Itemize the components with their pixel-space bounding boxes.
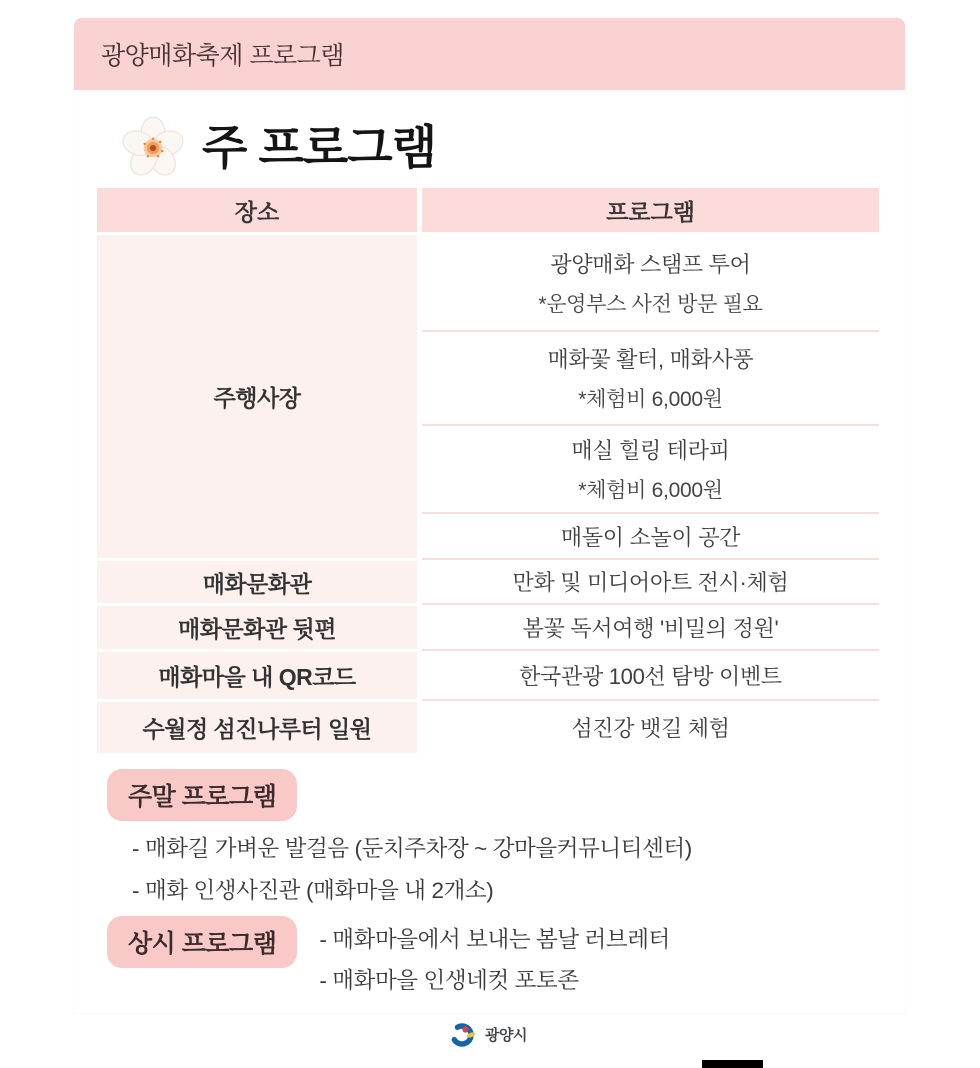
page-title: 주 프로그램	[202, 120, 437, 174]
table-header-program: 프로그램	[422, 188, 879, 232]
weekend-program-label: 주말 프로그램	[107, 769, 297, 821]
table-cell-location-qr-code: 매화마을 내 QR코드	[97, 649, 417, 699]
always-program-item: - 매화마을 인생네컷 포토존	[319, 968, 579, 993]
always-program-label: 상시 프로그램	[107, 916, 297, 968]
always-program-item: - 매화마을에서 보내는 봄날 러브레터	[319, 927, 670, 952]
program-note: *운영부스 사전 방문 필요	[538, 292, 763, 316]
table-cell-program-stamp-tour	[422, 232, 879, 330]
table-cell-location-ferry-area: 수월정 섬진나루터 일원	[97, 699, 417, 753]
table-cell-program-healing-therapy	[422, 424, 879, 512]
city-logo	[448, 1019, 527, 1049]
weekend-program-item: - 매화 인생사진관 (매화마을 내 2개소)	[132, 878, 494, 903]
program-card	[74, 18, 905, 1013]
bottom-black-bar	[702, 1060, 763, 1068]
table-cell-program-archery	[422, 330, 879, 424]
table-cell-location-culture-hall-rear: 매화문화관 뒷편	[97, 603, 417, 649]
table-cell-program-korea-tour-100: 한국관광 100선 탐방 이벤트	[422, 649, 879, 699]
program-table	[97, 188, 879, 753]
table-cell-program-play-space	[422, 512, 879, 558]
always-program-list	[319, 916, 670, 1001]
table-cell-program-secret-garden: 봄꽃 독서여행 '비밀의 정원'	[422, 603, 879, 649]
main-title-row	[120, 108, 436, 186]
weekend-program-list	[132, 828, 692, 912]
table-cell-program-boat-ride: 섬진강 뱃길 체험	[422, 699, 879, 753]
program-name: 매돌이 소놀이 공간	[560, 524, 741, 550]
table-cell-location-main-venue: 주행사장	[97, 232, 417, 558]
plum-blossom-icon	[120, 114, 186, 180]
program-name: 매화꽃 활터, 매화사풍	[547, 347, 754, 372]
banner-title: 광양매화축제 프로그램	[101, 42, 344, 70]
table-cell-program-media-art: 만화 및 미디어아트 전시·체험	[422, 558, 879, 603]
gwangyang-city-emblem-icon	[448, 1019, 478, 1049]
program-name: 매실 힐링 테라피	[571, 438, 730, 463]
program-note: *체험비 6,000원	[578, 388, 723, 411]
program-name: 광양매화 스탬프 투어	[550, 251, 751, 277]
table-cell-location-culture-hall: 매화문화관	[97, 558, 417, 603]
city-logo-text: 광양시	[485, 1026, 527, 1044]
weekend-program-item: - 매화길 가벼운 발걸음 (둔치주차장 ~ 강마을커뮤니티센터)	[132, 836, 692, 861]
page-banner	[74, 18, 905, 90]
program-note: *체험비 6,000원	[578, 479, 723, 502]
always-program-section	[107, 916, 670, 1001]
table-header-location: 장소	[97, 188, 417, 232]
